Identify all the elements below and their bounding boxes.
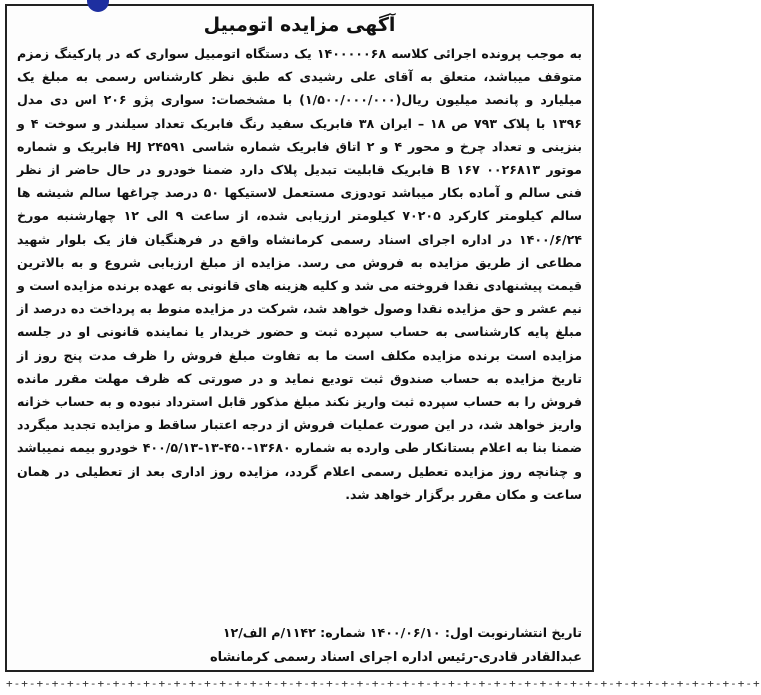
decorative-border: +‑+‑+‑+‑+‑+‑+‑+‑+‑+‑+‑+‑+‑+‑+‑+‑+‑+‑+‑+‑+‑+‑+‑+‑+‑+‑+‑+‑+‑+‑+‑+‑+‑+‑+‑+‑+‑+‑+‑+‑+‑+‑+‑+‑+‑+‑+‑+‑+‑+ bbox=[6, 677, 761, 690]
notice-body: به موجب پرونده اجرائی کلاسه ۱۴۰۰۰۰۰۶۸ یک دستگاه اتومبیل سواری که در پارکینگ زمزم متوقف میباشد، متعلق به آقای علی رشیدی که طبق نظر کارشناس رسمی به مبلغ یک میلیارد و پانصد میلیون ریال(۱/۵۰۰/۰۰۰/۰۰۰) با مشخصات: سواری پژو ۲۰۶ اس دی مدل ۱۳۹۶ با پلاک ۷۹۳ ص ۱۸ – ایران ۳۸ فابریک سفید رنگ فابریک تعداد سیلندر و سوخت ۴ و بنزینی و تعداد چرخ و محور ۴ و ۲ اتاق فابریک شماره شاسی HJ ۲۴۵۹۱ فابریک و شماره موتور ۰۰۲۶۸۱۳ B ۱۶۷ فابریک قابلیت تبدیل پلاک دارد ضمنا خودرو در حال حاضر از نظر فنی سالم و آماده بکار میباشد تودوزی مستعمل لاستیکها ۵۰ درصد چراغها سالم شیشه ها سالم کیلومتر کارکرد ۷۰۲۰۵ کیلومتر ارزیابی شده، از ساعت ۹ الی ۱۲ چهارشنبه مورخ ۱۴۰۰/۶/۲۴ در اداره اجرای اسناد رسمی کرمانشاه واقع در فرهنگیان فاز یک بلوار شهید مطاعی از طریق مزایده به فروش می رسد. مزایده از مبلغ ارزیابی شروع و به بالاترین قیمت پیشنهادی نقدا فروخته می شد و کلیه هزینه های قانونی به عهده برنده مزایده است و نیم عشر و حق مزایده نقدا وصول خواهد شد، شرکت در مزایده منوط به پرداخت ده درصد از مبلغ پایه کارشناسی به حساب سپرده ثبت و حضور خریدار یا نماینده قانونی او در جلسه مزایده است برنده مزایده مکلف است ما به تفاوت مبلغ فروش را ظرف مدت پنج روز از تاریخ مزایده به حساب صندوق ثبت تودیع نماید و در صورتی که ظرف مهلت مقرر مانده فروش را به حساب سپرده ثبت واریز نکند مبلغ مذکور قابل استرداد نبوده و به حساب خزانه واریز خواهد شد، در این صورت عملیات فروش از درجه اعتبار ساقط و مزایده تجدید میگردد ضمنا بنا به اعلام بستانکار طی وارده به شماره ۱۳۶۸۰-۴۵۰-۱۳-۴۰۰/۵/۱۳ خودرو بیمه نمیباشد و چنانچه روز مزایده تعطیل رسمی اعلام گردد، مزایده روز اداری بعد از تعطیلی در همان ساعت و مکان مقرر برگزار خواهد شد. bbox=[17, 46, 583, 502]
notice-title: آگهی مزایده اتومبیل bbox=[203, 14, 396, 36]
notice-frame bbox=[5, 4, 594, 672]
publication-info: تاریخ انتشارنوبت اول: ۱۴۰۰/۰۶/۱۰ شماره: ۱۱۴۲/م الف/۱۲ bbox=[222, 625, 582, 640]
signature-line: عبدالقادر قادری-رئیس اداره اجرای اسناد رسمی کرمانشاه bbox=[210, 650, 582, 665]
logo-mark bbox=[87, 0, 109, 12]
